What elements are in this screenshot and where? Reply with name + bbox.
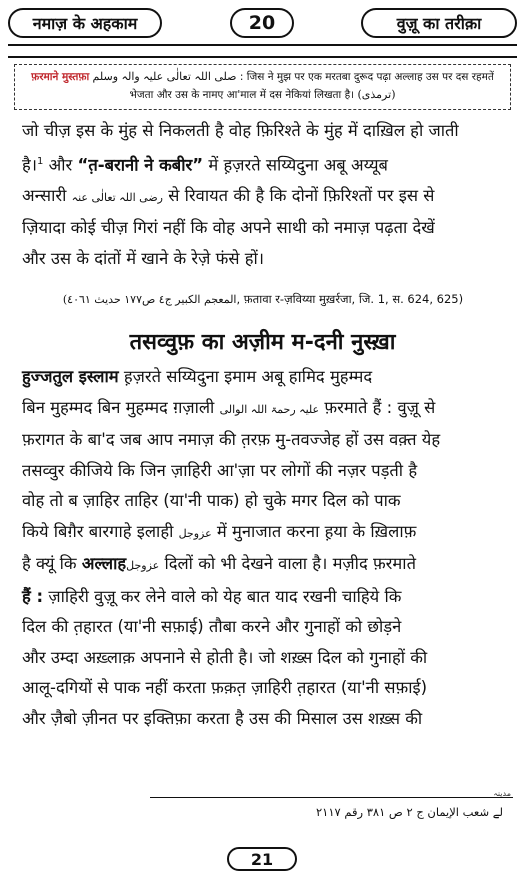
text-span: तसव्वुर कीजिये कि जिन ज़ाहिरी आ'ज़ा पर लोगों की नज़र पड़ती है xyxy=(22,460,418,480)
text-span: और उम्दा अख़्लाक़ अपनाने से होती है। जो शख़्स दिल को गुनाहों की xyxy=(22,647,428,667)
banner-text: : जिस ने मुझ पर एक मरतबा दुरूद पढ़ा अल्लाह उस पर दस रहमतें xyxy=(239,71,494,83)
text-span: किये बिग़ैर बारगाहे इलाही xyxy=(22,521,179,541)
banner-arabic-salutation: صلی اللہ تعالٰی علیہ والہ وسلم xyxy=(92,70,237,83)
text-span: ह़ज़रते सय्यिदुना इमाम अबू हामिद मुहम्मद xyxy=(118,367,373,386)
banner-line-2 xyxy=(23,86,502,104)
passage-2-line xyxy=(22,456,502,487)
text-span: में मुनाजात करना ह़या के ख़िलाफ़ xyxy=(211,521,417,541)
arabic-honorific: عزوجل xyxy=(178,526,212,540)
text-span: दिल की त़हारत (या'नी सफ़ाई) तौबा करने और गुनाहों को छोड़ने xyxy=(22,617,402,636)
passage-2-line xyxy=(22,425,502,456)
passage-2-line xyxy=(22,517,502,550)
passage-1-line: और उस के दांतों में खाने के रेज़े फंसे हों। xyxy=(22,248,265,268)
text-span: अन्सारी xyxy=(22,185,72,205)
banner-label: फ़रमाने मुस्तफ़ा xyxy=(31,71,90,83)
footnote-marker: 1 xyxy=(37,155,44,167)
header-rule-top xyxy=(8,44,517,46)
passage-2-line xyxy=(22,643,502,674)
banner-source: (ترمذی) xyxy=(357,88,396,101)
passage-1-line: जो चीज़ इस के मुंह से निकलती है वोह फ़िरिश्ते के मुंह में दाख़िल हो जाती xyxy=(22,121,459,140)
footnote-tag: مدینہ xyxy=(493,789,511,798)
passage-1-line xyxy=(22,181,502,214)
passage-2-line xyxy=(22,393,502,426)
text-span: वोह तो ब ज़ाहिर ताहिर (या'नी पाक) हो चुके मगर दिल को पाक xyxy=(22,491,401,510)
arabic-honorific: رضی اللہ تعالٰی عنہ xyxy=(71,190,163,204)
text-span: और xyxy=(43,155,78,174)
text-span: फ़रमाते हैं : वुज़ू से xyxy=(319,397,436,417)
passage-2 xyxy=(22,362,502,734)
reference-hindi: , फ़तावा र-ज़विय्या मुख़र्रजा, जि. 1, स. 624, 625) xyxy=(236,292,464,306)
bold-text: अल्लाह xyxy=(81,554,127,573)
text-span: फ़रागत के बा'द जब आप नमाज़ की त़रफ़ मु-तवज्जेह हों उस वक़्त येह xyxy=(22,430,441,449)
passage-2-line xyxy=(22,582,502,613)
arabic-honorific: عزوجل xyxy=(126,559,160,572)
page-number: 20 xyxy=(230,8,294,38)
passage-2-line xyxy=(22,673,502,704)
text-span: बिन मुहम्मद बिन मुहम्मद ग़ज़ाली xyxy=(22,397,220,417)
passage-1 xyxy=(22,116,502,274)
passage-2-line xyxy=(22,612,502,643)
arabic-honorific: علیہ رحمۃ اللہ الوالی xyxy=(219,402,320,416)
bold-text: हुज्जतुल इस्लाम xyxy=(22,367,119,386)
footer-page-number: 21 xyxy=(227,847,297,871)
text-span: ज़ाहिरी वुज़ू कर लेने वाले को येह बात याद रखनी चाहिये कि xyxy=(43,586,402,606)
passage-2-line xyxy=(22,486,502,517)
banner-text-2: भेजता और उस के नामए आ'माल में दस नेकियां लिखता है। xyxy=(129,89,355,101)
text-span: में ह़ज़रते सय्यिदुना अबू अय्यूब xyxy=(203,155,388,174)
bold-text: हैं : xyxy=(22,586,44,606)
passage-1-line xyxy=(22,147,502,181)
text-span: है क्यूं कि xyxy=(22,554,82,573)
header-left-title: नमाज़ के अहकाम xyxy=(8,8,162,38)
reference-line xyxy=(22,292,504,307)
passage-2-line xyxy=(22,549,502,582)
text-span: से रिवायत की है कि दोनों फ़िरिश्तों पर इस से xyxy=(163,185,435,205)
text-span: आलू-दगियों से पाक नहीं करता फ़क़त़ ज़ाहिरी त़हारत (या'नी सफ़ाई) xyxy=(22,678,428,697)
text-span: दिलों को भी देखने वाला है। मज़ीद फ़रमाते xyxy=(159,554,416,573)
source-citation: “त़-बरानी ने कबीर” xyxy=(77,155,204,174)
header-rule-bottom xyxy=(8,56,517,58)
reference-arabic: (المعجم الكبير ج٤ ص١٧٧ حديث ٤٠٦١ xyxy=(62,293,237,306)
section-heading: तसव्वुफ़ का अज़ीम म-दनी नुस्ख़ा xyxy=(129,330,396,355)
hadith-banner xyxy=(14,64,511,110)
text-span: और ज़ैबो ज़ीनत पर इक्तिफ़ा करता है उस की मिसाल उस शख़्स की xyxy=(22,708,423,728)
footnote: لے شعب الإیمان ج ٢ ص ٣٨١ رقم ٢١١٧ xyxy=(316,805,503,819)
text-span: है। xyxy=(22,155,38,174)
passage-1-line: ज़ियादा कोई चीज़ गिरां नहीं कि वोह अपने साथी को नमाज़ पढ़ता देखें xyxy=(22,218,435,237)
header-right-title: वुज़ू का तरीक़ा xyxy=(361,8,517,38)
footnote-separator xyxy=(150,797,513,798)
passage-2-line xyxy=(22,704,502,735)
banner-line-1 xyxy=(23,68,502,86)
passage-2-line xyxy=(22,362,502,393)
